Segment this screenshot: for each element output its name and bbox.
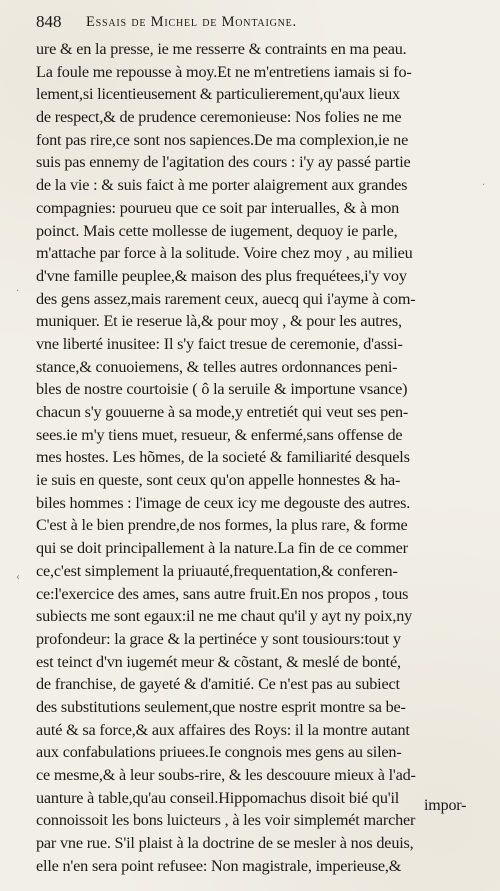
text-line: profondeur: la grace & la pertinéce y sont tousiours:tout y (36, 629, 401, 648)
text-line: vne liberté inusitee: Il s'y faict tresue de ceremonie, d'assi- (36, 334, 403, 353)
text-line: ce mesme,& à leur soubs-rire, & les descouure mieux à l'ad- (36, 766, 416, 784)
text-line: uanture à table,qu'au conseil.Hippomachus disoit bié qu'il (36, 788, 400, 807)
text-line: ce:l'exercice des ames, sans autre fruit.En nos propos , tous (36, 584, 409, 603)
text-line: C'est à le bien prendre,de nos formes, la plus rare, & forme (36, 516, 408, 535)
text-line: connoissoit les bons luicteurs , à les voir simplemét marcher (36, 811, 416, 830)
text-line: est teinct d'vn iugemét meur & cõstant, & meslé de bonté, (36, 652, 401, 671)
text-line: des gens assez,mais rarement ceux, auecq qui i'ayme à com- (36, 289, 416, 308)
text-line: aux confabulations priuees.Ie congnois mes gens au silen- (36, 743, 402, 762)
text-line: biles hommes : l'image de ceux icy me degouste des autres. (36, 493, 411, 512)
text-line: ce,c'est simplement la priuauté,frequentation,& conferen- (36, 561, 398, 580)
text-line: suis pas ennemy de l'agitation des cours : i'y ay passé partie (36, 153, 411, 172)
text-line: auté & sa force,& aux affaires des Roys: il la montre autant (36, 720, 410, 739)
text-line: chacun s'y gouuerne à sa mode,y entretiét qui veut ses pen- (36, 403, 409, 421)
catchword: impor- (424, 797, 467, 814)
text-line: sees.ie m'y tiens muet, resueur, & enfermé,sans offense de (36, 425, 403, 444)
main-text (36, 38, 492, 877)
page-number: 848 (36, 12, 62, 31)
text-line: La foule me repousse à moy.Et ne m'entretiens iamais si fo- (36, 62, 412, 81)
text-line: muniquer. Et ie reserue là,& pour moy , & pour les autres, (36, 312, 402, 331)
text-line: elle n'en sera point refusee: Non magistrale, imperieuse,& (36, 856, 402, 875)
ink-speck: ‹ (16, 572, 20, 583)
text-line: compagnies: pourueu que ce soit par interualles, & à mon (36, 198, 400, 217)
running-title: Essais de Michel de Montaigne. (86, 14, 297, 30)
text-line: par vne rue. S'il plaist à la doctrine de se mesler à nos deuis, (36, 834, 414, 853)
text-line: poinct. Mais cette mollesse de iugement, dequoy ie parle, (36, 221, 398, 240)
text-line: font pas rire,ce sont nos sapiences.De ma complexion,ie ne (36, 130, 409, 149)
text-line: ie suis en queste, sont ceux qu'on appelle honnestes & ha- (36, 471, 401, 490)
ink-speck: · (16, 286, 20, 297)
text-line: d'vne famille peuplee,& maison des plus frequétees,i'y voy (36, 266, 407, 285)
text-line: bles de nostre courtoisie ( ô la seruile & importune vsance) (36, 380, 408, 399)
text-line: mes hostes. Les hõmes, de la societé & familiarité desquels (36, 448, 410, 467)
text-line: subiects me sont egaux:il ne me chaut qu'il y ayt ny poix,ny (36, 607, 413, 626)
text-line: des substitutions seulement,que nostre esprit montre sa be- (36, 697, 406, 716)
text-line: de la vie : & suis faict à me porter alaigrement aux grandes (36, 176, 408, 195)
text-line: m'attache par force à la solitude. Voire chez moy , au milieu (36, 244, 413, 263)
text-line: ure & en la presse, ie me resserre & contraints en ma peau. (36, 40, 407, 58)
text-line: stance,& conuoiemens, & telles autres ordonnances peni- (36, 357, 398, 376)
page-header (36, 12, 468, 36)
ink-speck: · (482, 180, 486, 191)
text-line: qui se doit principallement à la nature.La fin de ce commer (36, 539, 408, 558)
text-line: de franchise, de gayeté & d'amitié. Ce n'est pas au subiect (36, 675, 400, 694)
text-line: de respect,& de prudence ceremonieuse: Nos folies ne me (36, 108, 402, 127)
text-line: lement,si licentieusement & particulierement,qu'aux lieux (36, 85, 400, 104)
